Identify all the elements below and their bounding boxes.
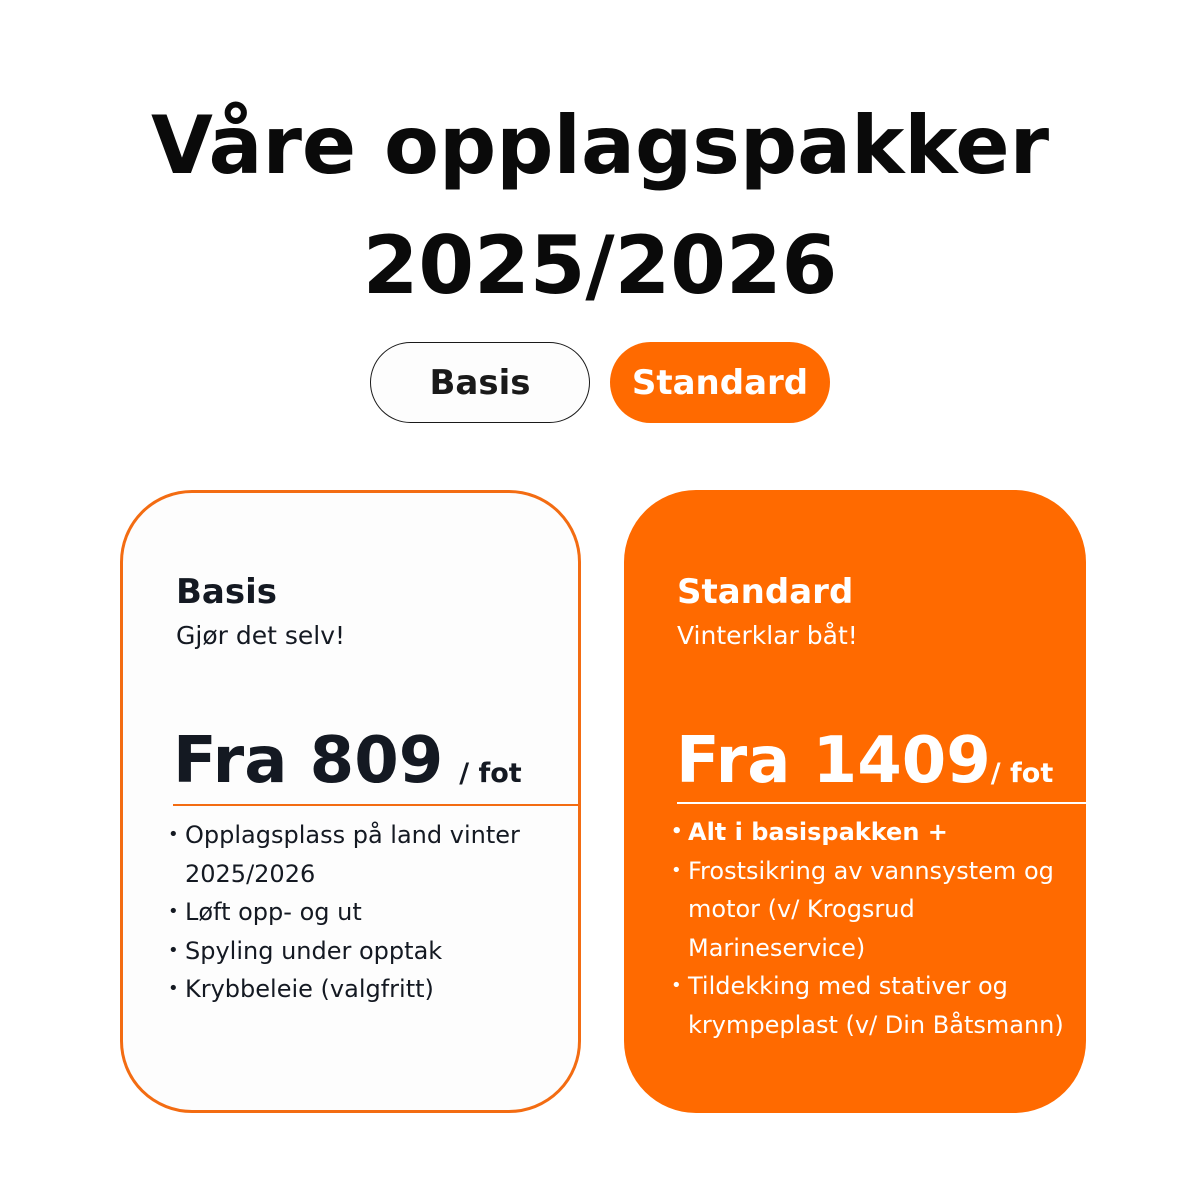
basis-feature-item: • Krybbeleie (valgfritt) [168,970,568,1009]
bullet-icon: • [168,824,179,845]
standard-price-amount: Fra 1409 [676,724,991,798]
bullet-icon: • [168,978,179,1000]
basis-divider [173,804,581,806]
bullet-icon: • [671,821,683,842]
bullet-icon: • [168,939,179,961]
standard-divider [677,802,1086,804]
basis-card-title: Basis [176,572,277,612]
standard-package-card [624,490,1086,1113]
basis-package-card [120,490,581,1113]
standard-feature-list [671,813,1071,1045]
bullet-icon: • [168,901,179,923]
standard-feature-item: • Tildekking med stativer og krympeplast (v/ Din Båtsmann) [671,967,1071,1044]
standard-feature-item: • Alt i basispakken + [671,813,1071,852]
basis-toggle-button[interactable]: Basis [370,342,590,423]
standard-feature-item: • Frostsikring av vannsystem og motor (v/ Krogsrud Marineservice) [671,852,1071,968]
page-title-line-1: Våre opplagspakker [150,99,1050,192]
basis-price-amount: Fra 809 [173,724,444,798]
basis-price [173,724,522,798]
basis-card-tagline: Gjør det selv! [176,621,346,650]
standard-price [676,724,1054,798]
page-title-line-2: 2025/2026 [362,219,838,312]
bullet-icon: • [671,975,682,997]
bullet-icon: • [671,859,682,881]
standard-card-tagline: Vinterklar båt! [677,621,858,650]
standard-toggle-button[interactable]: Standard [610,342,830,423]
basis-feature-item: • Opplagsplass på land vinter 2025/2026 [168,816,568,893]
standard-price-unit: / fot [990,758,1054,789]
basis-feature-item: • Spyling under opptak [168,932,568,971]
basis-price-unit: / fot [459,758,522,789]
standard-card-title: Standard [677,572,854,612]
basis-feature-list [168,816,568,1009]
basis-feature-item: • Løft opp- og ut [168,893,568,932]
